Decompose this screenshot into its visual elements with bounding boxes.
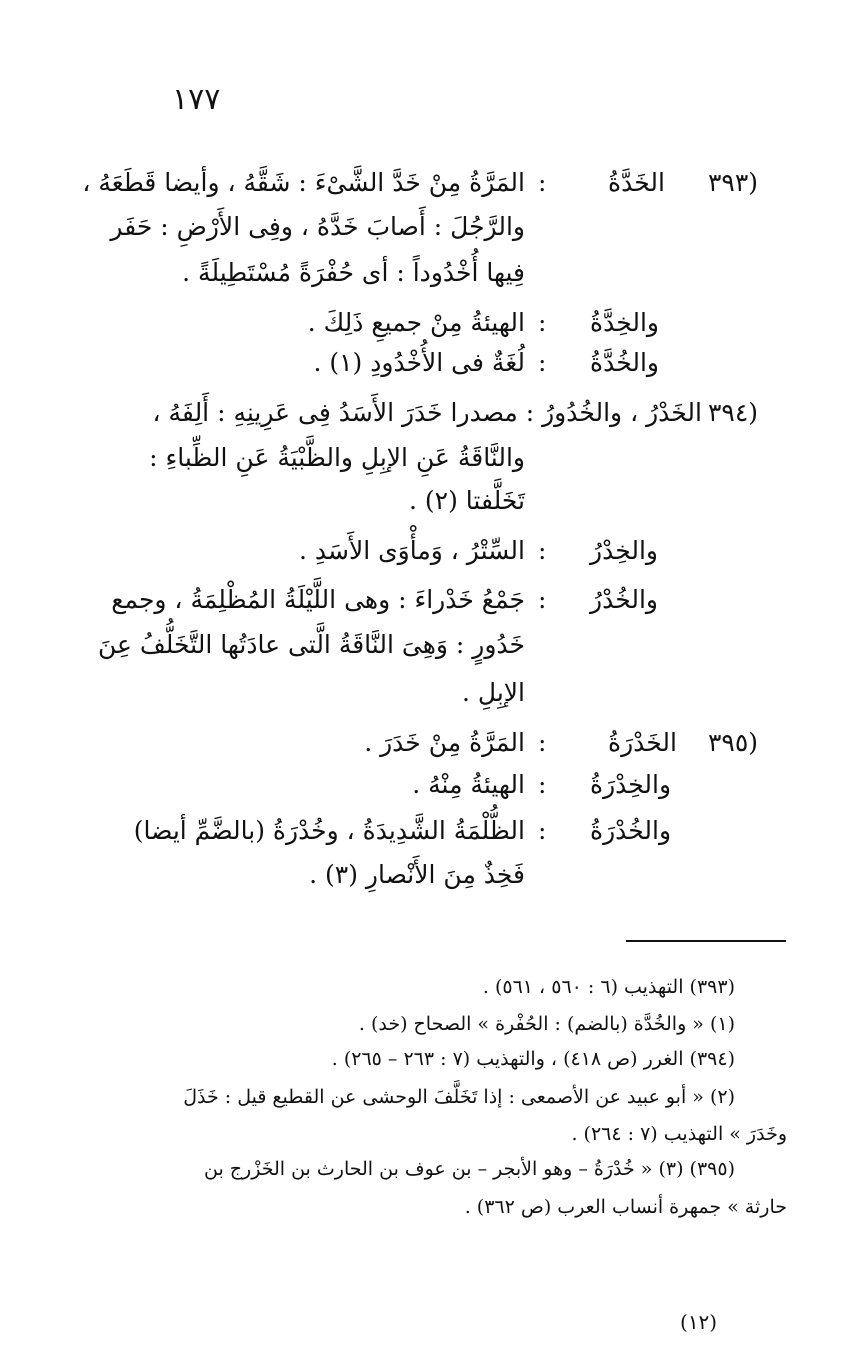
entry-headword: والخِدَّةُ <box>590 308 659 337</box>
entry-395-line-1 <box>0 730 867 760</box>
entry-definition: الهيئةُ مِنْ جميعِ ذَلِكَ . <box>307 308 525 337</box>
footnote-continuation: وخَدَرَ » التهذيب (٧ : ٢٦٤) . <box>571 1123 787 1145</box>
entry-number: (٣٩٣ <box>708 168 759 197</box>
entry-khudda <box>0 350 867 380</box>
entry-colon: : <box>538 728 547 757</box>
entry-394-line-3: تَخَلَّفتا (٢) . <box>409 486 525 515</box>
footnote: (١) « والخُدَّة (بالضم) : الحُفْرة » الصحاح (خد) . <box>358 1013 735 1035</box>
entry-393-line-1 <box>0 170 867 200</box>
entry-khidra <box>0 772 867 802</box>
footnote-continuation: حارثة » جمهرة أنساب العرب (ص ٣٦٢) . <box>464 1196 787 1218</box>
entry-definition: الخَدْرُ ، والخُدُورُ : مصدرا خَدَرَ الأَسَدُ فِى عَرِينِهِ : أَلِفَهُ ، <box>152 398 702 427</box>
entry-khudra-line-1 <box>0 818 867 848</box>
entry-khudr-line-2: خَدُورٍ : وَهِىَ النَّاقَةُ الَّتى عادَتُها التَّخَلُّفُ عِنَ <box>97 630 525 659</box>
entry-394-line-1 <box>0 400 867 430</box>
entry-headword: والخُدَّةُ <box>590 348 659 377</box>
entry-headword: والخِدْرُ <box>590 536 658 565</box>
entry-colon: : <box>538 348 547 377</box>
entry-definition: المَرَّةُ مِنْ خَدَّ الشَّىْءَ : شَقَّهُ ، وأيضا قَطَعَهُ ، <box>82 168 525 197</box>
entry-colon: : <box>538 308 547 337</box>
footnote: (٣٩٣) التهذيب (٦ : ٥٦٠ ، ٥٦١) . <box>482 976 735 998</box>
entry-definition: الظُّلْمَةُ الشَّدِيدَةُ ، وخُدْرَةُ (بالضَّمِّ أيضا) <box>133 816 525 845</box>
footnote-divider <box>626 940 786 942</box>
entry-colon: : <box>538 816 547 845</box>
entry-khudr-line-3: الإبِلِ . <box>462 678 525 707</box>
entry-khidda <box>0 310 867 340</box>
entry-definition: الهيئةُ مِنْهُ . <box>412 770 525 799</box>
footer-page-number: (١٢) <box>680 1310 718 1334</box>
entry-definition: لُغَةٌ فى الأُخْدُودِ (١) . <box>313 348 525 377</box>
entry-colon: : <box>538 585 547 614</box>
entry-393-line-2: والرَّجُلَ : أَصابَ خَدَّهُ ، وفِى الأَرْضِ : حَفَر <box>110 212 525 241</box>
footnote: (٣٩٤) الغرر (ص ٤١٨) ، والتهذيب (٧ : ٢٦٣ – ٢٦٥) . <box>331 1048 735 1070</box>
entry-definition: المَرَّةُ مِنْ خَدَرَ . <box>364 728 525 757</box>
entry-number: (٣٩٥ <box>708 728 759 757</box>
entry-headword: والخُدْرُ <box>590 585 658 614</box>
entry-number: (٣٩٤ <box>708 398 759 427</box>
entry-headword: والخُدْرَةُ <box>590 816 672 845</box>
entry-definition: السِّتْرُ ، وَمأْوَى الأَسَدِ . <box>298 536 525 565</box>
entry-definition: جَمْعُ خَدْراءَ : وهى اللَّيْلَةُ المُظْلِمَةُ ، وجمع <box>111 585 525 614</box>
footnote: (٣٩٥) (٣) « خُدْرَةُ – وهو الأبجر – بن عوف بن الحارث بن الخَزْرج بن <box>204 1158 735 1180</box>
entry-colon: : <box>538 770 547 799</box>
entry-colon: : <box>538 536 547 565</box>
entry-393-line-3: فِيها أُخْدُوداً : أى حُفْرَةً مُسْتَطِيلَةً . <box>182 258 525 287</box>
footnote: (٢) « أبو عبيد عن الأصمعى : إذا تَخَلَّفَ الوحشى عن القطيع قيل : خَذَلَ <box>183 1086 735 1108</box>
entry-headword: الخَدَّةُ <box>608 168 665 197</box>
entry-394-line-2: والنَّاقَةُ عَنِ الإبِلِ والظَّبْيَةُ عَنِ الظِّباءِ : <box>149 443 525 472</box>
entry-colon: : <box>538 168 547 197</box>
page-number: ١٧٧ <box>172 82 221 117</box>
entry-headword: الخَدْرَةُ <box>608 728 677 757</box>
entry-khudr-line-1 <box>0 587 867 617</box>
entry-khudra-line-2: فَخِذٌ مِنَ الأَنْصارِ (٣) . <box>309 860 525 889</box>
entry-khidr <box>0 538 867 568</box>
entry-headword: والخِدْرَةُ <box>590 770 672 799</box>
